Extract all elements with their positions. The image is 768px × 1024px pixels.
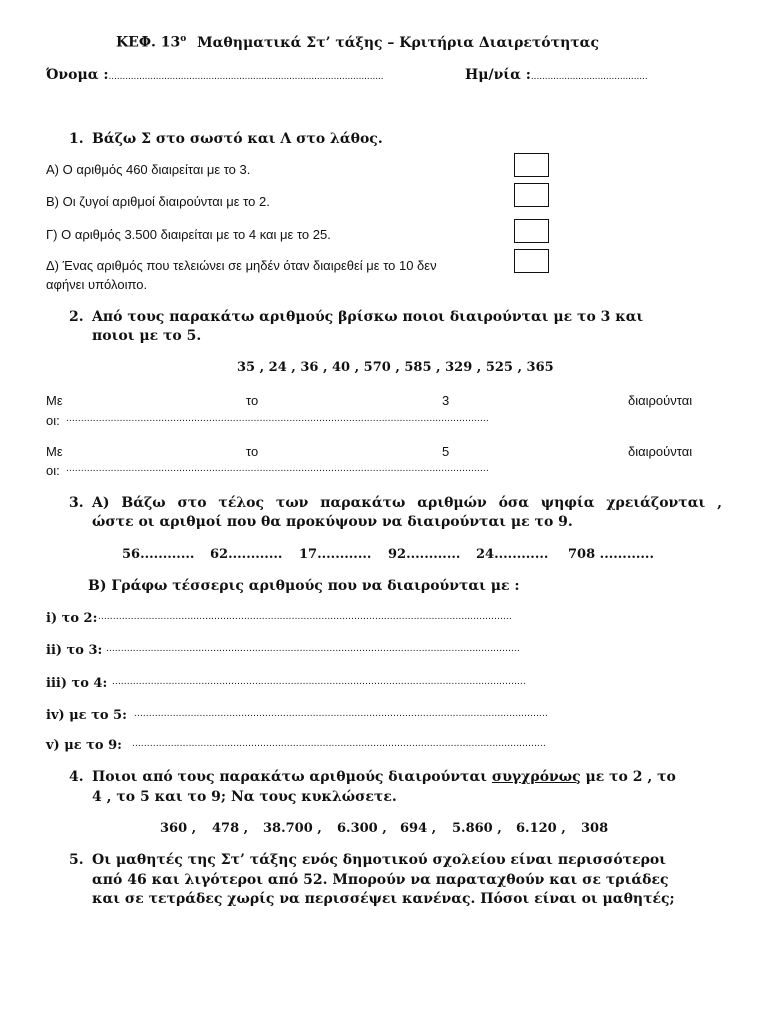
- q4-number: 4.: [69, 769, 84, 785]
- q2-numbers: 35 , 24 , 36 , 40 , 570 , 585 , 329 , 525 , 365: [237, 360, 554, 375]
- q1-answer-box-c[interactable]: [514, 219, 549, 243]
- q1-answer-box-b[interactable]: [514, 183, 549, 207]
- q2-row3-word4: διαιρούνται: [628, 393, 693, 408]
- title-rest: Μαθηματικά Στ’ τάξης – Κριτήρια Διαιρετότητας: [197, 34, 599, 51]
- q4-line1: [92, 769, 676, 785]
- q1-item-d-cont: αφήνει υπόλοιπο.: [46, 277, 148, 292]
- q2-row5-answer-line[interactable]: ..............................................................................................................................................: [66, 463, 489, 474]
- q3-fill-6[interactable]: 708 ............: [568, 547, 654, 562]
- q3-number: 3.: [69, 495, 84, 511]
- q5-line1: Οι μαθητές της Στ’ τάξης ενός δημοτικού σχολείου είναι περισσότεροι: [92, 852, 667, 868]
- name-dots: ...................................................................................................: [108, 71, 384, 82]
- name-label: Όνομα :: [46, 67, 109, 83]
- q3-fill-2[interactable]: 62............: [210, 547, 283, 562]
- q2-row3-cont: οι:: [46, 413, 60, 428]
- title-chapter: ΚΕΦ. 13: [116, 34, 181, 51]
- q3-b-title: Β) Γράφω τέσσερις αριθμούς που να διαιρούνται με :: [88, 578, 520, 594]
- q4-number-8[interactable]: 308: [581, 821, 609, 836]
- q1-answer-box-a[interactable]: [514, 153, 549, 177]
- q3-b-item-5: v) με το 9:: [46, 738, 122, 753]
- q4-line1-end: με το 2 , το: [580, 769, 676, 785]
- q5-line3: και σε τετράδες χωρίς να περισσέψει κανένας. Πόσοι είναι οι μαθητές;: [92, 891, 675, 907]
- q3-b-answer-line-5[interactable]: ...........................................................................................................................................: [132, 738, 546, 749]
- q3-b-item-3: iii) το 4:: [46, 676, 108, 691]
- q5-number: 5.: [69, 852, 84, 868]
- q3-line2: ώστε οι αριθμοί που θα προκύψουν να διαιρούνται με το 9.: [92, 514, 573, 530]
- q4-number-7[interactable]: 6.120 ,: [516, 821, 566, 836]
- q3-fill-5[interactable]: 24............: [476, 547, 549, 562]
- q2-row5-word3: 5: [442, 444, 450, 459]
- q4-underlined-word: συγχρόνως: [491, 769, 581, 785]
- q2-row3-word1: Με: [46, 393, 63, 408]
- q3-b-answer-line-4[interactable]: ...........................................................................................................................................: [134, 708, 548, 719]
- q1-number: 1.: [69, 131, 84, 147]
- q2-row5-word2: το: [246, 444, 259, 459]
- q2-row3-word3: 3: [442, 393, 450, 408]
- q3-line1: Α) Βάζω στο τέλος των παρακάτω αριθμών όσα ψηφία χρειάζονται ,: [92, 495, 722, 511]
- title-superscript: ο: [180, 34, 187, 44]
- q4-number-3[interactable]: 38.700 ,: [263, 821, 322, 836]
- q3-b-answer-line-2[interactable]: ...........................................................................................................................................: [106, 643, 520, 654]
- q1-item-b: Β) Οι ζυγοί αριθμοί διαιρούνται με το 2.: [46, 194, 270, 209]
- q4-number-4[interactable]: 6.300 ,: [337, 821, 387, 836]
- q3-b-answer-line-3[interactable]: ...........................................................................................................................................: [112, 676, 526, 687]
- date-dots: ..........................................: [530, 71, 648, 82]
- q1-item-c: Γ) Ο αριθμός 3.500 διαιρείται με το 4 και με το 25.: [46, 227, 331, 242]
- q3-b-item-4: iv) με το 5:: [46, 708, 127, 723]
- q3-fill-4[interactable]: 92............: [388, 547, 461, 562]
- q2-line1: Από τους παρακάτω αριθμούς βρίσκω ποιοι διαιρούνται με το 3 και: [92, 309, 644, 325]
- q2-row5-word1: Με: [46, 444, 63, 459]
- q5-line2: από 46 και λιγότεροι από 52. Μπορούν να παραταχθούν και σε τριάδες: [92, 872, 669, 888]
- date-field[interactable]: [465, 67, 648, 83]
- q4-line2: 4 , το 5 και το 9; Να τους κυκλώσετε.: [92, 789, 397, 805]
- q4-number-2[interactable]: 478 ,: [212, 821, 249, 836]
- q4-number-1[interactable]: 360 ,: [160, 821, 197, 836]
- q3-fill-3[interactable]: 17............: [299, 547, 372, 562]
- worksheet-title: [116, 34, 599, 51]
- q4-number-6[interactable]: 5.860 ,: [452, 821, 502, 836]
- q1-title: Βάζω Σ στο σωστό και Λ στο λάθος.: [92, 131, 383, 147]
- q2-number: 2.: [69, 309, 84, 325]
- q1-item-a: Α) Ο αριθμός 460 διαιρείται με το 3.: [46, 162, 251, 177]
- q4-line1-start: Ποιοι από τους παρακάτω αριθμούς διαιρούνται: [92, 769, 492, 785]
- q3-b-item-2: ii) το 3:: [46, 643, 103, 658]
- q2-row3-word2: το: [246, 393, 259, 408]
- q4-number-5[interactable]: 694 ,: [400, 821, 437, 836]
- date-label: Ημ/νία :: [465, 67, 531, 83]
- q2-row3-answer-line[interactable]: ..............................................................................................................................................: [66, 413, 489, 424]
- q1-answer-box-d[interactable]: [514, 249, 549, 273]
- q3-fill-1[interactable]: 56............: [122, 547, 195, 562]
- q2-row5-cont: οι:: [46, 463, 60, 478]
- name-field[interactable]: [46, 67, 384, 83]
- q3-b-answer-line-1[interactable]: ...........................................................................................................................................: [98, 611, 512, 622]
- q2-line2: ποιοι με το 5.: [92, 328, 202, 344]
- q2-row5-word4: διαιρούνται: [628, 444, 693, 459]
- q3-b-item-1: i) το 2:: [46, 611, 98, 626]
- q1-item-d: Δ) Ένας αριθμός που τελειώνει σε μηδέν όταν διαιρεθεί με το 10 δεν: [46, 258, 437, 273]
